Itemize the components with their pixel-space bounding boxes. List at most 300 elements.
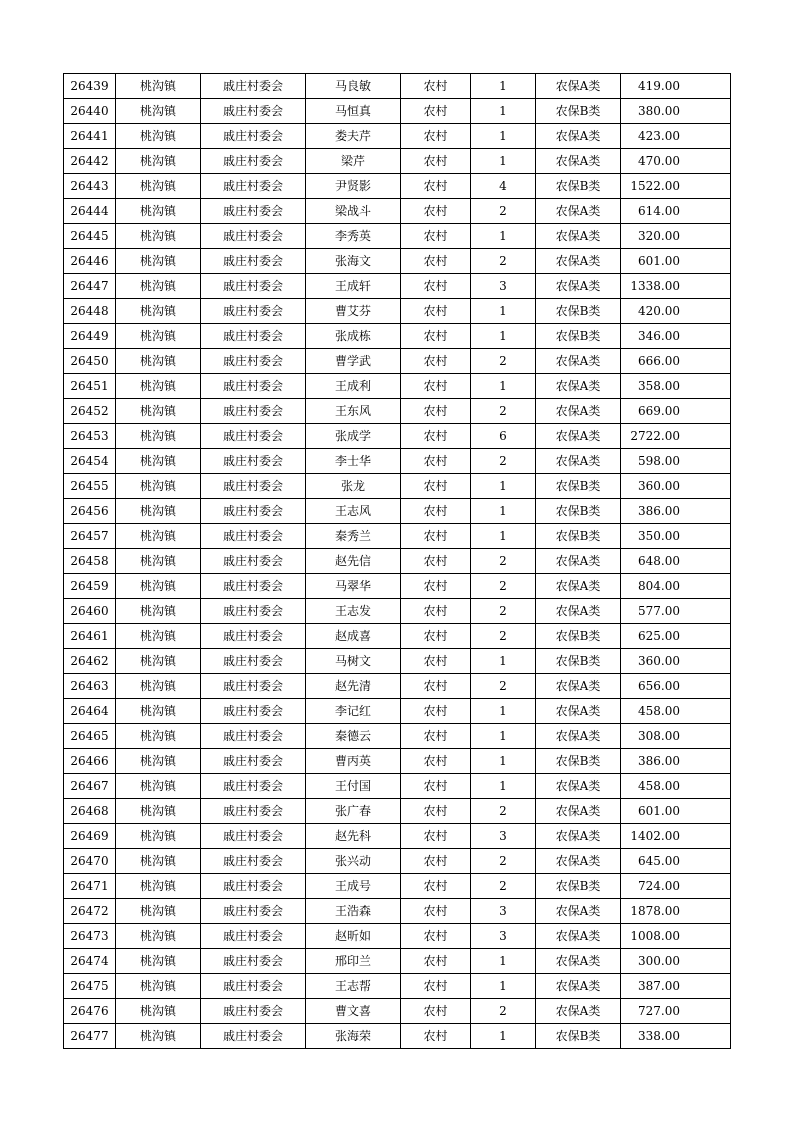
cell-village: 戚庄村委会 — [201, 74, 306, 99]
cell-amount: 458.00 — [621, 774, 731, 799]
cell-category: 农保A类 — [536, 249, 621, 274]
table-row — [64, 499, 731, 524]
cell-category: 农保A类 — [536, 599, 621, 624]
cell-category: 农保B类 — [536, 749, 621, 774]
cell-residence: 农村 — [401, 249, 471, 274]
cell-count: 1 — [471, 149, 536, 174]
cell-amount: 1338.00 — [621, 274, 731, 299]
cell-category: 农保A类 — [536, 899, 621, 924]
cell-category: 农保A类 — [536, 974, 621, 999]
cell-village: 戚庄村委会 — [201, 624, 306, 649]
cell-village: 戚庄村委会 — [201, 899, 306, 924]
cell-residence: 农村 — [401, 974, 471, 999]
cell-category: 农保A类 — [536, 374, 621, 399]
cell-name: 李士华 — [306, 449, 401, 474]
cell-count: 1 — [471, 724, 536, 749]
cell-name: 曹艾芬 — [306, 299, 401, 324]
cell-count: 2 — [471, 674, 536, 699]
cell-residence: 农村 — [401, 549, 471, 574]
cell-town: 桃沟镇 — [116, 649, 201, 674]
cell-id: 26443 — [64, 174, 116, 199]
cell-town: 桃沟镇 — [116, 374, 201, 399]
cell-category: 农保A类 — [536, 549, 621, 574]
cell-category: 农保A类 — [536, 774, 621, 799]
cell-id: 26459 — [64, 574, 116, 599]
table-row — [64, 724, 731, 749]
cell-village: 戚庄村委会 — [201, 924, 306, 949]
cell-name: 赵先科 — [306, 824, 401, 849]
table-row — [64, 974, 731, 999]
cell-count: 1 — [471, 99, 536, 124]
cell-amount: 458.00 — [621, 699, 731, 724]
cell-count: 2 — [471, 599, 536, 624]
cell-category: 农保A类 — [536, 924, 621, 949]
cell-amount: 470.00 — [621, 149, 731, 174]
table-row — [64, 449, 731, 474]
cell-village: 戚庄村委会 — [201, 749, 306, 774]
cell-id: 26464 — [64, 699, 116, 724]
cell-amount: 1402.00 — [621, 824, 731, 849]
cell-town: 桃沟镇 — [116, 324, 201, 349]
cell-id: 26469 — [64, 824, 116, 849]
cell-residence: 农村 — [401, 174, 471, 199]
cell-id: 26467 — [64, 774, 116, 799]
cell-count: 2 — [471, 399, 536, 424]
cell-category: 农保A类 — [536, 349, 621, 374]
cell-id: 26444 — [64, 199, 116, 224]
cell-village: 戚庄村委会 — [201, 499, 306, 524]
cell-count: 3 — [471, 899, 536, 924]
table-row — [64, 99, 731, 124]
cell-count: 1 — [471, 499, 536, 524]
cell-id: 26454 — [64, 449, 116, 474]
cell-count: 1 — [471, 699, 536, 724]
table-row — [64, 599, 731, 624]
cell-amount: 645.00 — [621, 849, 731, 874]
cell-count: 2 — [471, 799, 536, 824]
table-row — [64, 349, 731, 374]
cell-village: 戚庄村委会 — [201, 324, 306, 349]
cell-count: 3 — [471, 824, 536, 849]
cell-count: 1 — [471, 324, 536, 349]
cell-name: 王付国 — [306, 774, 401, 799]
cell-town: 桃沟镇 — [116, 399, 201, 424]
cell-residence: 农村 — [401, 649, 471, 674]
cell-residence: 农村 — [401, 149, 471, 174]
cell-residence: 农村 — [401, 424, 471, 449]
cell-category: 农保B类 — [536, 524, 621, 549]
cell-village: 戚庄村委会 — [201, 974, 306, 999]
cell-id: 26465 — [64, 724, 116, 749]
cell-name: 马翠华 — [306, 574, 401, 599]
pension-roster-table — [63, 73, 731, 1049]
table-row — [64, 574, 731, 599]
cell-residence: 农村 — [401, 724, 471, 749]
cell-category: 农保A类 — [536, 674, 621, 699]
cell-category: 农保B类 — [536, 499, 621, 524]
cell-id: 26468 — [64, 799, 116, 824]
cell-amount: 346.00 — [621, 324, 731, 349]
cell-id: 26460 — [64, 599, 116, 624]
cell-count: 2 — [471, 574, 536, 599]
cell-village: 戚庄村委会 — [201, 224, 306, 249]
table-row — [64, 74, 731, 99]
cell-count: 3 — [471, 274, 536, 299]
cell-id: 26441 — [64, 124, 116, 149]
cell-residence: 农村 — [401, 399, 471, 424]
cell-residence: 农村 — [401, 949, 471, 974]
table-row — [64, 749, 731, 774]
cell-village: 戚庄村委会 — [201, 149, 306, 174]
table-row — [64, 924, 731, 949]
cell-name: 王志风 — [306, 499, 401, 524]
table-row — [64, 624, 731, 649]
cell-category: 农保A类 — [536, 274, 621, 299]
cell-name: 秦秀兰 — [306, 524, 401, 549]
cell-town: 桃沟镇 — [116, 299, 201, 324]
cell-name: 李记红 — [306, 699, 401, 724]
cell-town: 桃沟镇 — [116, 624, 201, 649]
cell-category: 农保A类 — [536, 824, 621, 849]
cell-name: 王浩森 — [306, 899, 401, 924]
cell-residence: 农村 — [401, 124, 471, 149]
cell-count: 3 — [471, 924, 536, 949]
cell-amount: 648.00 — [621, 549, 731, 574]
cell-town: 桃沟镇 — [116, 199, 201, 224]
cell-residence: 农村 — [401, 474, 471, 499]
cell-category: 农保B类 — [536, 874, 621, 899]
cell-amount: 423.00 — [621, 124, 731, 149]
cell-name: 赵昕如 — [306, 924, 401, 949]
cell-village: 戚庄村委会 — [201, 349, 306, 374]
cell-village: 戚庄村委会 — [201, 999, 306, 1024]
cell-village: 戚庄村委会 — [201, 174, 306, 199]
cell-residence: 农村 — [401, 899, 471, 924]
cell-residence: 农村 — [401, 324, 471, 349]
cell-amount: 358.00 — [621, 374, 731, 399]
cell-count: 1 — [471, 474, 536, 499]
table-row — [64, 874, 731, 899]
table-row — [64, 274, 731, 299]
cell-village: 戚庄村委会 — [201, 249, 306, 274]
cell-count: 1 — [471, 74, 536, 99]
cell-count: 1 — [471, 649, 536, 674]
cell-village: 戚庄村委会 — [201, 1024, 306, 1049]
cell-count: 1 — [471, 374, 536, 399]
cell-name: 尹贤影 — [306, 174, 401, 199]
cell-residence: 农村 — [401, 349, 471, 374]
cell-name: 李秀英 — [306, 224, 401, 249]
cell-name: 张海文 — [306, 249, 401, 274]
cell-town: 桃沟镇 — [116, 174, 201, 199]
cell-amount: 625.00 — [621, 624, 731, 649]
table-row — [64, 299, 731, 324]
cell-id: 26449 — [64, 324, 116, 349]
cell-town: 桃沟镇 — [116, 849, 201, 874]
cell-residence: 农村 — [401, 674, 471, 699]
cell-village: 戚庄村委会 — [201, 274, 306, 299]
cell-town: 桃沟镇 — [116, 799, 201, 824]
cell-residence: 农村 — [401, 74, 471, 99]
cell-category: 农保B类 — [536, 299, 621, 324]
cell-id: 26473 — [64, 924, 116, 949]
cell-amount: 420.00 — [621, 299, 731, 324]
cell-town: 桃沟镇 — [116, 824, 201, 849]
cell-name: 王志帮 — [306, 974, 401, 999]
table-row — [64, 999, 731, 1024]
table-row — [64, 424, 731, 449]
cell-village: 戚庄村委会 — [201, 824, 306, 849]
cell-village: 戚庄村委会 — [201, 449, 306, 474]
cell-amount: 300.00 — [621, 949, 731, 974]
table-row — [64, 849, 731, 874]
cell-amount: 577.00 — [621, 599, 731, 624]
cell-town: 桃沟镇 — [116, 224, 201, 249]
cell-town: 桃沟镇 — [116, 99, 201, 124]
cell-amount: 804.00 — [621, 574, 731, 599]
cell-category: 农保A类 — [536, 849, 621, 874]
table-row — [64, 149, 731, 174]
cell-village: 戚庄村委会 — [201, 424, 306, 449]
cell-village: 戚庄村委会 — [201, 299, 306, 324]
cell-town: 桃沟镇 — [116, 499, 201, 524]
table-row — [64, 524, 731, 549]
cell-amount: 308.00 — [621, 724, 731, 749]
cell-village: 戚庄村委会 — [201, 949, 306, 974]
cell-town: 桃沟镇 — [116, 724, 201, 749]
cell-count: 2 — [471, 874, 536, 899]
cell-town: 桃沟镇 — [116, 1024, 201, 1049]
cell-name: 赵先信 — [306, 549, 401, 574]
cell-name: 梁战斗 — [306, 199, 401, 224]
cell-category: 农保A类 — [536, 199, 621, 224]
cell-residence: 农村 — [401, 774, 471, 799]
cell-count: 2 — [471, 249, 536, 274]
table-row — [64, 174, 731, 199]
cell-residence: 农村 — [401, 274, 471, 299]
cell-town: 桃沟镇 — [116, 774, 201, 799]
cell-count: 1 — [471, 1024, 536, 1049]
cell-name: 王志发 — [306, 599, 401, 624]
cell-name: 张海荣 — [306, 1024, 401, 1049]
cell-town: 桃沟镇 — [116, 549, 201, 574]
cell-name: 赵成喜 — [306, 624, 401, 649]
cell-category: 农保A类 — [536, 74, 621, 99]
cell-residence: 农村 — [401, 224, 471, 249]
cell-village: 戚庄村委会 — [201, 874, 306, 899]
cell-id: 26442 — [64, 149, 116, 174]
cell-name: 张成栋 — [306, 324, 401, 349]
cell-category: 农保B类 — [536, 99, 621, 124]
cell-amount: 727.00 — [621, 999, 731, 1024]
cell-name: 娄夫芹 — [306, 124, 401, 149]
cell-residence: 农村 — [401, 449, 471, 474]
cell-village: 戚庄村委会 — [201, 99, 306, 124]
cell-name: 张广春 — [306, 799, 401, 824]
cell-count: 2 — [471, 349, 536, 374]
cell-amount: 386.00 — [621, 749, 731, 774]
cell-amount: 598.00 — [621, 449, 731, 474]
cell-category: 农保B类 — [536, 649, 621, 674]
cell-count: 2 — [471, 549, 536, 574]
cell-category: 农保B类 — [536, 474, 621, 499]
cell-count: 2 — [471, 199, 536, 224]
cell-name: 曹学武 — [306, 349, 401, 374]
cell-name: 梁芹 — [306, 149, 401, 174]
cell-id: 26477 — [64, 1024, 116, 1049]
cell-id: 26472 — [64, 899, 116, 924]
cell-town: 桃沟镇 — [116, 699, 201, 724]
cell-id: 26461 — [64, 624, 116, 649]
cell-name: 曹文喜 — [306, 999, 401, 1024]
cell-id: 26463 — [64, 674, 116, 699]
cell-id: 26453 — [64, 424, 116, 449]
cell-town: 桃沟镇 — [116, 949, 201, 974]
cell-residence: 农村 — [401, 749, 471, 774]
cell-village: 戚庄村委会 — [201, 724, 306, 749]
cell-count: 2 — [471, 624, 536, 649]
cell-town: 桃沟镇 — [116, 599, 201, 624]
cell-residence: 农村 — [401, 299, 471, 324]
cell-town: 桃沟镇 — [116, 974, 201, 999]
cell-residence: 农村 — [401, 499, 471, 524]
cell-id: 26452 — [64, 399, 116, 424]
cell-category: 农保A类 — [536, 224, 621, 249]
cell-amount: 669.00 — [621, 399, 731, 424]
cell-town: 桃沟镇 — [116, 349, 201, 374]
table-row — [64, 824, 731, 849]
table-body — [64, 74, 731, 1049]
cell-amount: 386.00 — [621, 499, 731, 524]
cell-town: 桃沟镇 — [116, 74, 201, 99]
cell-name: 马良敏 — [306, 74, 401, 99]
cell-residence: 农村 — [401, 874, 471, 899]
cell-name: 张成学 — [306, 424, 401, 449]
cell-amount: 360.00 — [621, 649, 731, 674]
cell-residence: 农村 — [401, 199, 471, 224]
cell-category: 农保B类 — [536, 624, 621, 649]
cell-amount: 601.00 — [621, 799, 731, 824]
cell-village: 戚庄村委会 — [201, 199, 306, 224]
table-row — [64, 399, 731, 424]
cell-village: 戚庄村委会 — [201, 374, 306, 399]
cell-name: 秦德云 — [306, 724, 401, 749]
cell-residence: 农村 — [401, 1024, 471, 1049]
cell-amount: 666.00 — [621, 349, 731, 374]
cell-amount: 1008.00 — [621, 924, 731, 949]
cell-town: 桃沟镇 — [116, 749, 201, 774]
table-row — [64, 249, 731, 274]
cell-residence: 农村 — [401, 799, 471, 824]
cell-village: 戚庄村委会 — [201, 574, 306, 599]
cell-category: 农保B类 — [536, 174, 621, 199]
cell-name: 马树文 — [306, 649, 401, 674]
cell-count: 2 — [471, 449, 536, 474]
cell-name: 王成利 — [306, 374, 401, 399]
cell-village: 戚庄村委会 — [201, 124, 306, 149]
cell-village: 戚庄村委会 — [201, 399, 306, 424]
cell-id: 26471 — [64, 874, 116, 899]
cell-count: 1 — [471, 524, 536, 549]
cell-id: 26450 — [64, 349, 116, 374]
cell-village: 戚庄村委会 — [201, 549, 306, 574]
table-row — [64, 124, 731, 149]
cell-category: 农保A类 — [536, 124, 621, 149]
cell-name: 邢印兰 — [306, 949, 401, 974]
cell-id: 26448 — [64, 299, 116, 324]
cell-category: 农保B类 — [536, 324, 621, 349]
cell-category: 农保A类 — [536, 949, 621, 974]
cell-category: 农保A类 — [536, 724, 621, 749]
cell-amount: 387.00 — [621, 974, 731, 999]
cell-id: 26440 — [64, 99, 116, 124]
cell-amount: 360.00 — [621, 474, 731, 499]
cell-id: 26446 — [64, 249, 116, 274]
cell-residence: 农村 — [401, 824, 471, 849]
cell-village: 戚庄村委会 — [201, 799, 306, 824]
cell-town: 桃沟镇 — [116, 424, 201, 449]
cell-residence: 农村 — [401, 574, 471, 599]
cell-count: 1 — [471, 124, 536, 149]
cell-id: 26475 — [64, 974, 116, 999]
cell-town: 桃沟镇 — [116, 249, 201, 274]
cell-category: 农保A类 — [536, 574, 621, 599]
cell-amount: 350.00 — [621, 524, 731, 549]
cell-category: 农保B类 — [536, 1024, 621, 1049]
cell-id: 26462 — [64, 649, 116, 674]
cell-town: 桃沟镇 — [116, 474, 201, 499]
cell-id: 26466 — [64, 749, 116, 774]
table-row — [64, 474, 731, 499]
cell-amount: 380.00 — [621, 99, 731, 124]
cell-count: 6 — [471, 424, 536, 449]
cell-amount: 656.00 — [621, 674, 731, 699]
cell-amount: 419.00 — [621, 74, 731, 99]
cell-count: 1 — [471, 774, 536, 799]
table-row — [64, 774, 731, 799]
cell-count: 1 — [471, 224, 536, 249]
cell-village: 戚庄村委会 — [201, 699, 306, 724]
cell-town: 桃沟镇 — [116, 449, 201, 474]
cell-id: 26445 — [64, 224, 116, 249]
cell-town: 桃沟镇 — [116, 999, 201, 1024]
table-row — [64, 699, 731, 724]
cell-amount: 2722.00 — [621, 424, 731, 449]
cell-count: 1 — [471, 299, 536, 324]
cell-count: 1 — [471, 974, 536, 999]
cell-town: 桃沟镇 — [116, 274, 201, 299]
cell-category: 农保A类 — [536, 799, 621, 824]
cell-residence: 农村 — [401, 999, 471, 1024]
cell-name: 张兴动 — [306, 849, 401, 874]
table-row — [64, 224, 731, 249]
cell-town: 桃沟镇 — [116, 899, 201, 924]
cell-village: 戚庄村委会 — [201, 774, 306, 799]
cell-village: 戚庄村委会 — [201, 849, 306, 874]
cell-id: 26447 — [64, 274, 116, 299]
cell-village: 戚庄村委会 — [201, 674, 306, 699]
cell-amount: 1878.00 — [621, 899, 731, 924]
cell-town: 桃沟镇 — [116, 674, 201, 699]
cell-village: 戚庄村委会 — [201, 524, 306, 549]
cell-residence: 农村 — [401, 849, 471, 874]
cell-name: 王成轩 — [306, 274, 401, 299]
table-row — [64, 374, 731, 399]
cell-name: 曹丙英 — [306, 749, 401, 774]
cell-village: 戚庄村委会 — [201, 649, 306, 674]
cell-count: 1 — [471, 949, 536, 974]
table-row — [64, 199, 731, 224]
